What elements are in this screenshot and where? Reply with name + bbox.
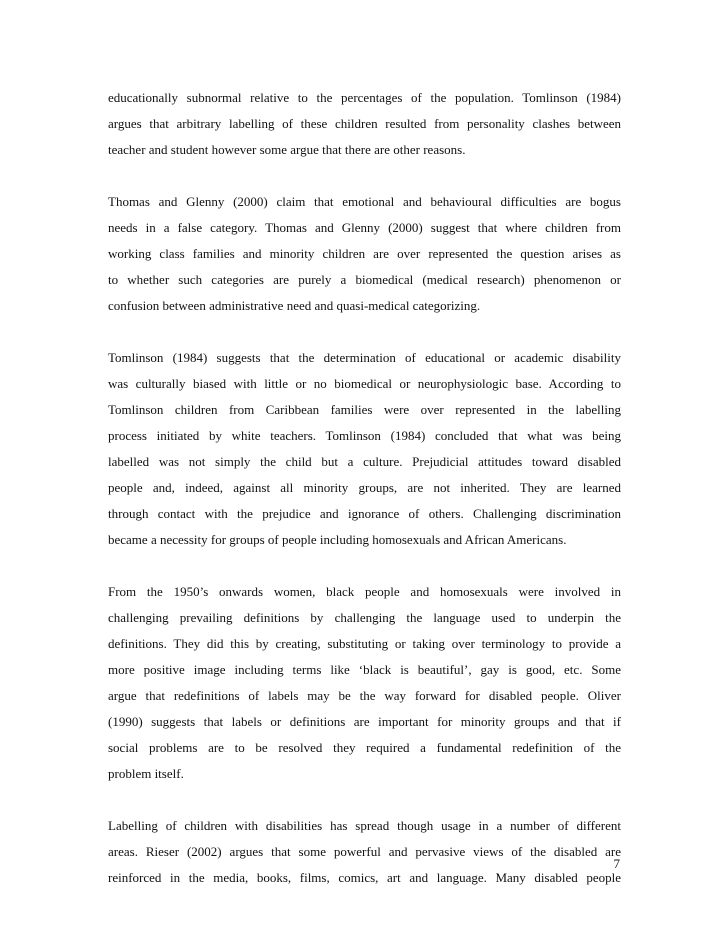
text-line: teacher and student however some argue that there are other reasons. bbox=[108, 142, 466, 157]
paragraph bbox=[108, 579, 621, 787]
text-line: more positive image including terms like ‘black is beautiful’, gay is good, etc. Some bbox=[108, 662, 621, 677]
text-line: people and, indeed, against all minority groups, are not inherited. They are learned bbox=[108, 480, 621, 495]
text-line: definitions. They did this by creating, substituting or taking over terminology to provide a bbox=[108, 636, 621, 651]
text-line: educationally subnormal relative to the percentages of the population. Tomlinson (1984) bbox=[108, 90, 621, 105]
text-line: became a necessity for groups of people including homosexuals and African Americans. bbox=[108, 532, 567, 547]
text-line: Tomlinson (1984) suggests that the determination of educational or academic disability bbox=[108, 350, 621, 365]
page-number: 7 bbox=[613, 856, 620, 871]
text-line: (1990) suggests that labels or definitions are important for minority groups and that if bbox=[108, 714, 621, 729]
text-line: challenging prevailing definitions by challenging the language used to underpin the bbox=[108, 610, 621, 625]
text-line: Tomlinson children from Caribbean families were over represented in the labelling bbox=[108, 402, 621, 417]
text-line: Labelling of children with disabilities has spread though usage in a number of different bbox=[108, 818, 621, 833]
text-line: through contact with the prejudice and ignorance of others. Challenging discrimination bbox=[108, 506, 621, 521]
text-line: was culturally biased with little or no biomedical or neurophysiologic base. According to bbox=[108, 376, 621, 391]
paragraph bbox=[108, 345, 621, 553]
text-line: From the 1950’s onwards women, black people and homosexuals were involved in bbox=[108, 584, 621, 599]
paragraph bbox=[108, 85, 621, 163]
text-line: working class families and minority children are over represented the question arises as bbox=[108, 246, 621, 261]
text-line: needs in a false category. Thomas and Glenny (2000) suggest that where children from bbox=[108, 220, 621, 235]
text-line: argues that arbitrary labelling of these children resulted from personality clashes between bbox=[108, 116, 621, 131]
body-text bbox=[108, 85, 621, 891]
paragraph bbox=[108, 813, 621, 891]
text-line: social problems are to be resolved they required a fundamental redefinition of the bbox=[108, 740, 621, 755]
text-line: process initiated by white teachers. Tomlinson (1984) concluded that what was being bbox=[108, 428, 621, 443]
paragraph bbox=[108, 189, 621, 319]
text-line: Thomas and Glenny (2000) claim that emotional and behavioural difficulties are bogus bbox=[108, 194, 621, 209]
text-line: confusion between administrative need and quasi-medical categorizing. bbox=[108, 298, 481, 313]
text-line: argue that redefinitions of labels may be the way forward for disabled people. Oliver bbox=[108, 688, 621, 703]
text-line: reinforced in the media, books, films, comics, art and language. Many disabled people bbox=[108, 870, 621, 885]
text-line: to whether such categories are purely a biomedical (medical research) phenomenon or bbox=[108, 272, 621, 287]
text-line: areas. Rieser (2002) argues that some powerful and pervasive views of the disabled are bbox=[108, 844, 621, 859]
text-line: labelled was not simply the child but a culture. Prejudicial attitudes toward disabled bbox=[108, 454, 621, 469]
text-line: problem itself. bbox=[108, 766, 184, 781]
